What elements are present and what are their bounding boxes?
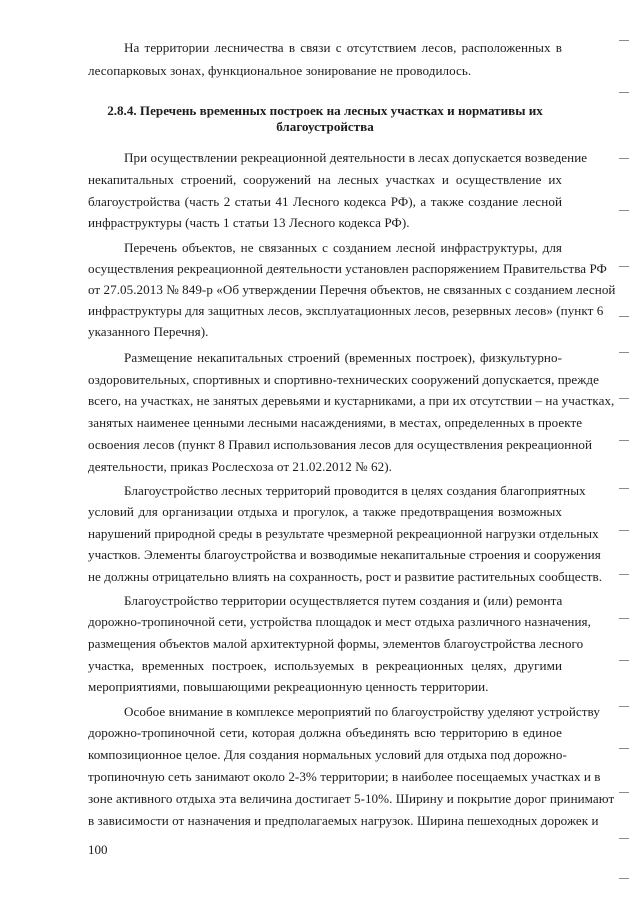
paragraph-line: занятых наименее ценными лесными насаждениями, в местах, определенных в проекте	[88, 415, 583, 430]
paragraph-line: инфраструктуры (часть 1 статьи 13 Лесного кодекса РФ).	[88, 215, 410, 230]
paragraph-line: Особое внимание в комплексе мероприятий по благоустройству уделяют устройству	[124, 704, 600, 719]
paragraph-line: размещения объектов малой архитектурной формы, элементов благоустройства лесного	[88, 636, 584, 651]
paragraph-line: тропиночную сеть занимают около 2-3% территории; в наиболее посещаемых участках и в	[88, 769, 601, 784]
paragraph-line: При осуществлении рекреационной деятельности в лесах допускается возведение	[124, 150, 588, 165]
section-heading: благоустройства	[276, 119, 374, 134]
paragraph-line: Благоустройство территории осуществляется путем создания и (или) ремонта	[124, 593, 563, 608]
section-heading: 2.8.4. Перечень временных построек на лесных участках и нормативы их	[107, 103, 543, 118]
paragraph-line: дорожно-тропиночной сети, которая должна объединять всю территорию в единое	[88, 725, 562, 740]
paragraph-line: от 27.05.2013 № 849-р «Об утверждении Перечня объектов, не связанных с созданием лесной	[88, 282, 616, 297]
paragraph-line: Размещение некапитальных строений (временных построек), физкультурно-	[124, 350, 562, 365]
paragraph-line: условий для организации отдыха и прогулок, а также предотвращения возможных	[88, 504, 562, 519]
paragraph-line: всего, на участках, не занятых деревьями и кустарниками, а при их отсутствии – на участках,	[88, 393, 615, 408]
paragraph-line: дорожно-тропиночной сети, устройства площадок и мест отдыха различного назначения,	[88, 614, 591, 629]
paragraph-line: мероприятиями, повышающими рекреационную ценность территории.	[88, 679, 489, 694]
paragraph-line: благоустройства (часть 2 статьи 41 Лесного кодекса РФ), а также создание лесной	[88, 194, 562, 209]
paragraph-line: участка, временных построек, используемых в рекреационных целях, другими	[88, 658, 562, 673]
paragraph-line: некапитальных строений, сооружений на лесных участках и осуществление их	[88, 172, 562, 187]
paragraph-line: деятельности, приказ Рослесхоза от 21.02.2012 № 62).	[88, 459, 392, 474]
paragraph-line: осуществления рекреационной деятельности установлен распоряжением Правительства РФ	[88, 261, 607, 276]
paragraph-line: Благоустройство лесных территорий проводится в целях создания благоприятных	[124, 483, 586, 498]
paragraph-line: инфраструктуры для защитных лесов, эксплуатационных лесов, резервных лесов» (пункт 6	[88, 303, 604, 318]
paragraph-line: указанного Перечня).	[88, 324, 209, 339]
paragraph-line: зоне активного отдыха эта величина достигает 5-10%. Ширину и покрытие дорог принимают	[88, 791, 615, 806]
paragraph-line: участков. Элементы благоустройства и возводимые некапитальные строения и сооружения	[88, 547, 601, 562]
intro-line: На территории лесничества в связи с отсутствием лесов, расположенных в	[124, 40, 562, 55]
paragraph-line: нарушений природной среды в результате чрезмерной рекреационной нагрузки отдельных	[88, 526, 599, 541]
intro-line: лесопарковых зонах, функциональное зонирование не проводилось.	[88, 63, 472, 78]
paragraph-line: композиционное целое. Для создания нормальных условий для отдыха под дорожно-	[88, 747, 567, 762]
paragraph-line: оздоровительных, спортивных и спортивно-технических сооружений допускается, прежде	[88, 372, 599, 387]
paragraph-line: освоения лесов (пункт 8 Правил использования лесов для осуществления рекреационной	[88, 437, 593, 452]
scan-margin-marks	[616, 0, 636, 905]
paragraph-line: Перечень объектов, не связанных с созданием лесной инфраструктуры, для	[124, 240, 562, 255]
page-number: 100	[88, 842, 108, 857]
paragraph-line: не должны отрицательно влиять на сохранность, рост и развитие растительных сообществ.	[88, 569, 603, 584]
paragraph-line: в зависимости от назначения и предполагаемых нагрузок. Ширина пешеходных дорожек и	[88, 813, 599, 828]
